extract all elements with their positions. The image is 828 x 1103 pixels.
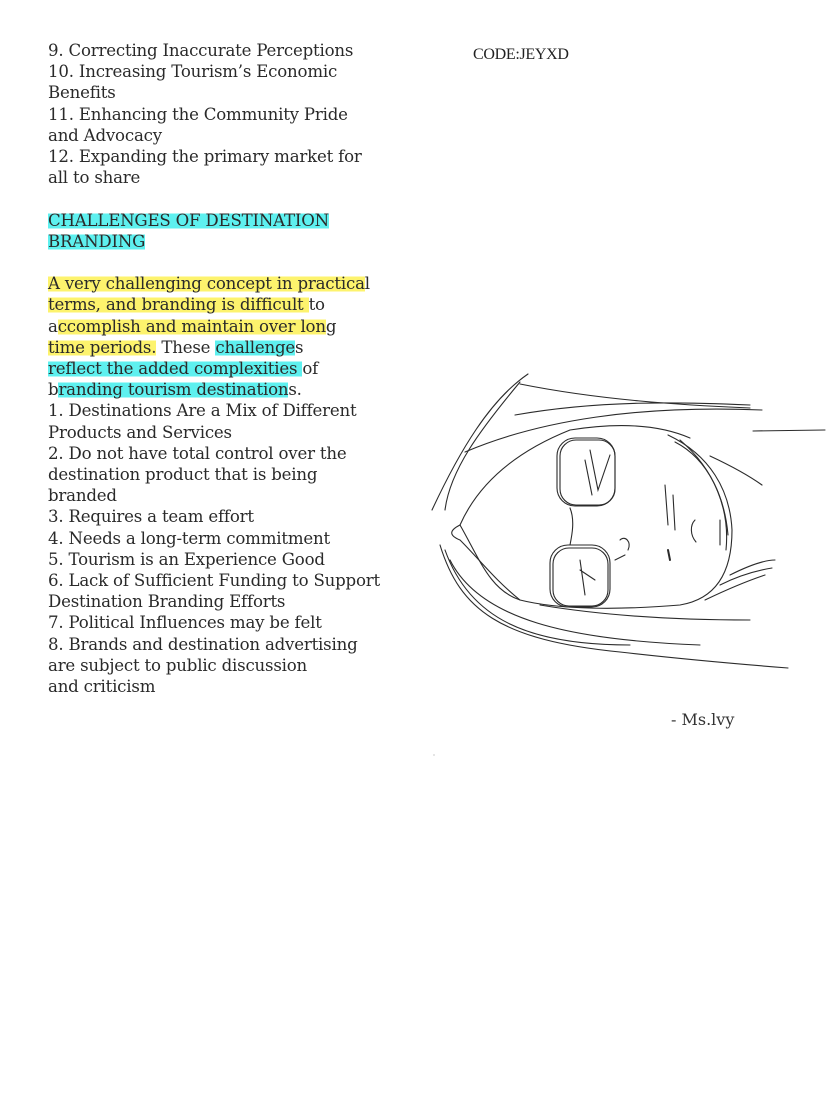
challenge-3: 3. Requires a team effort: [48, 507, 254, 527]
list-item-10: 10. Increasing Tourism’s Economic: [48, 62, 338, 82]
intro-line-2: terms, and branding is difficult to: [48, 295, 325, 315]
intro-line-1: A very challenging concept in practical: [48, 274, 370, 294]
intro-line-3: accomplish and maintain over long: [48, 316, 337, 336]
challenge-2-cont: destination product that is being: [48, 465, 318, 485]
challenge-1-cont: Products and Services: [48, 422, 232, 442]
intro-line-6: branding tourism destinations.: [48, 380, 302, 400]
intro-line-5: reflect the added complexities of: [48, 359, 319, 379]
section-heading: CHALLENGES OF DESTINATION: [48, 210, 329, 230]
list-item-10-cont: Benefits: [48, 83, 116, 103]
challenge-1: 1. Destinations Are a Mix of Different: [48, 401, 357, 421]
list-item-12-cont: all to share: [48, 168, 141, 188]
signature: - Ms.lvy: [671, 710, 735, 729]
list-item-12: 12. Expanding the primary market for: [48, 147, 362, 167]
list-item-11: 11. Enhancing the Community Pride: [48, 104, 348, 124]
list-item-11-cont: and Advocacy: [48, 125, 162, 145]
section-heading-cont: BRANDING: [48, 231, 146, 251]
challenge-2-cont2: branded: [48, 486, 117, 506]
document-text-column: [48, 40, 398, 697]
list-item-9: 9. Correcting Inaccurate Perceptions: [48, 41, 354, 60]
challenge-6-cont: Destination Branding Efforts: [48, 592, 286, 612]
challenge-2: 2. Do not have total control over the: [48, 443, 347, 463]
challenge-8-cont: are subject to public discussion: [48, 655, 308, 675]
challenge-8-cont2: and criticism: [48, 677, 156, 697]
challenge-5: 5. Tourism is an Experience Good: [48, 549, 325, 569]
intro-line-4: time periods. These challenges: [48, 337, 304, 357]
face-sketch-icon: [420, 360, 828, 700]
challenge-4: 4. Needs a long-term commitment: [48, 528, 330, 548]
challenge-7: 7. Political Influences may be felt: [48, 613, 322, 633]
code-label: CODE:JEYXD: [473, 46, 569, 63]
challenge-6: 6. Lack of Sufficient Funding to Support: [48, 571, 380, 591]
challenge-8: 8. Brands and destination advertising: [48, 634, 358, 654]
stray-mark: [433, 754, 435, 756]
